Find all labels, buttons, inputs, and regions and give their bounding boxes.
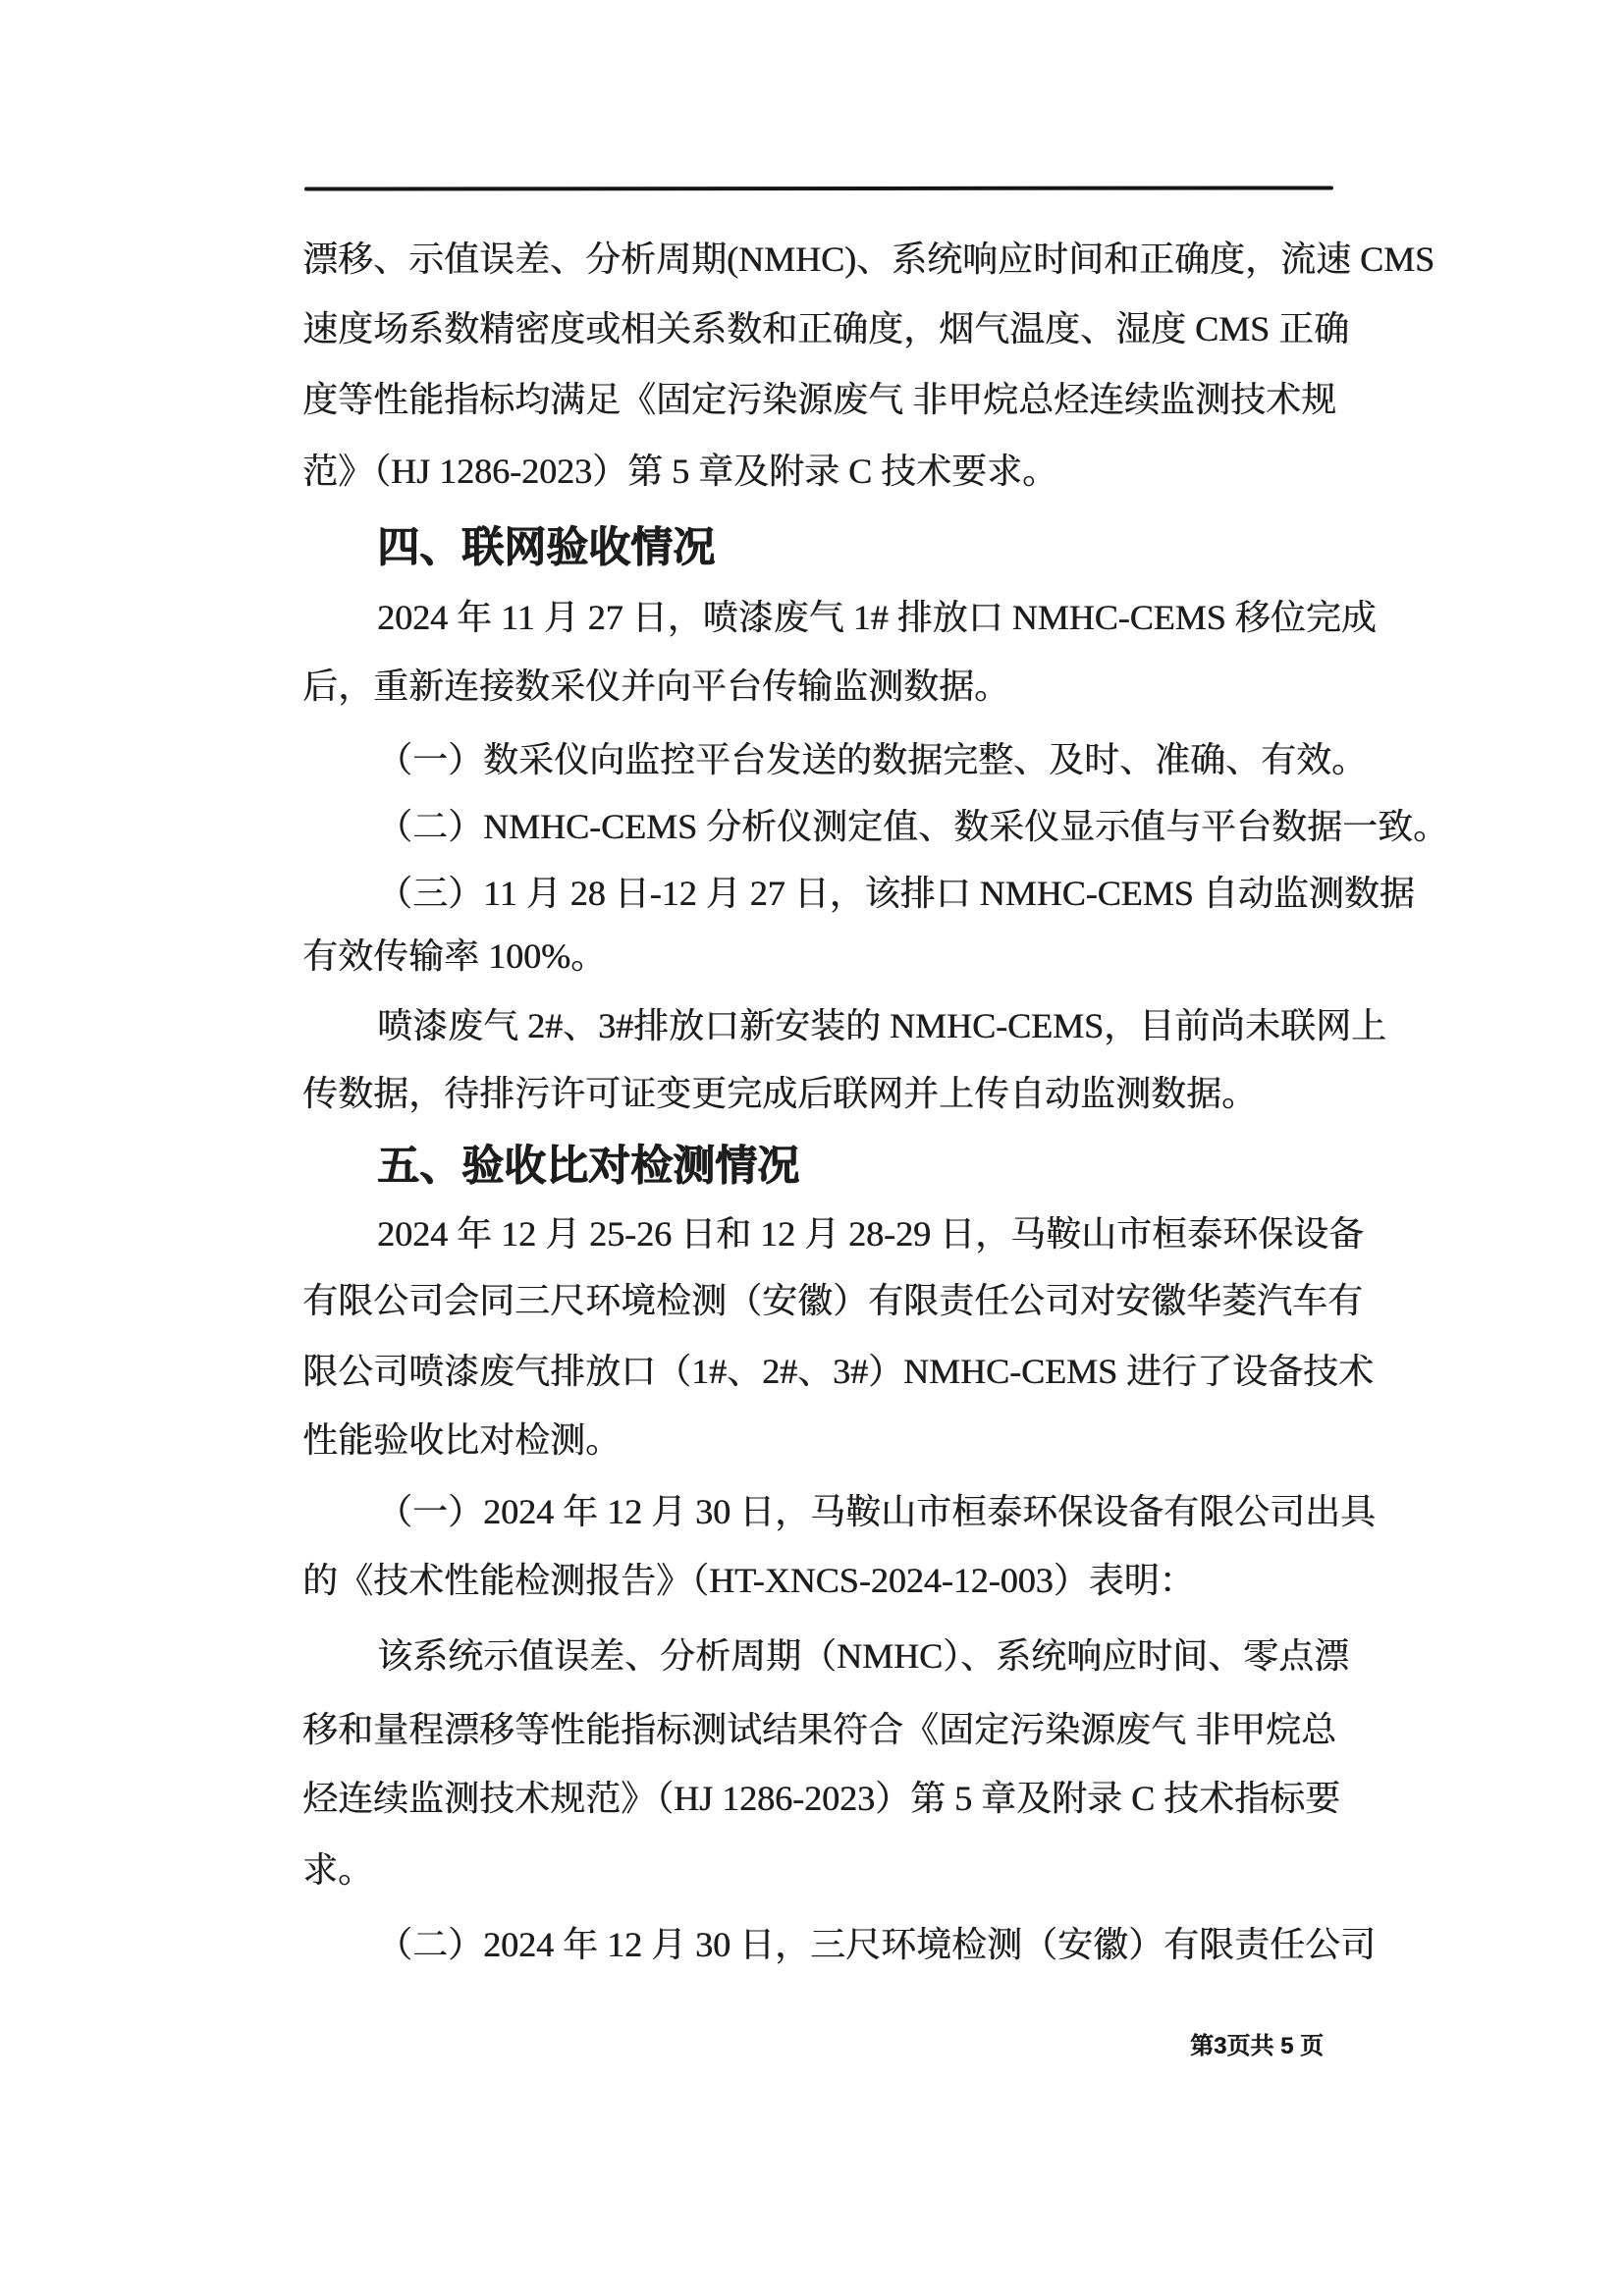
text-line: 烃连续监测技术规范》（HJ 1286-2023）第 5 章及附录 C 技术指标要 bbox=[302, 1779, 1341, 1818]
page-number: 第3页共 5 页 bbox=[1190, 2033, 1325, 2059]
text-line: 性能验收比对检测。 bbox=[302, 1420, 622, 1460]
text-line: 限公司喷漆废气排放口（1#、2#、3#）NMHC-CEMS 进行了设备技术 bbox=[302, 1352, 1375, 1391]
text-line: 有限公司会同三尺环境检测（安徽）有限责任公司对安徽华菱汽车有 bbox=[302, 1281, 1364, 1320]
text-line: 2024 年 11 月 27 日，喷漆废气 1# 排放口 NMHC-CEMS 移位完成 bbox=[377, 598, 1377, 637]
section-heading-5: 五、验收比对检测情况 bbox=[377, 1143, 799, 1190]
text-line: 传数据，待排污许可证变更完成后联网并上传自动监测数据。 bbox=[302, 1074, 1258, 1113]
text-line: （一）数采仪向监控平台发送的数据完整、及时、准确、有效。 bbox=[377, 740, 1368, 779]
text-line: 漂移、示值误差、分析周期(NMHC)、系统响应时间和正确度，流速 CMS bbox=[302, 240, 1435, 279]
section-heading-4: 四、联网验收情况 bbox=[377, 524, 715, 571]
text-line: （二）NMHC-CEMS 分析仪测定值、数采仪显示值与平台数据一致。 bbox=[377, 807, 1449, 846]
text-line: 后，重新连接数采仪并向平台传输监测数据。 bbox=[302, 667, 1010, 706]
text-line: 速度场系数精密度或相关系数和正确度，烟气温度、湿度 CMS 正确 bbox=[302, 309, 1350, 348]
text-line: 有效传输率 100%。 bbox=[302, 936, 606, 976]
text-line: （一）2024 年 12 月 30 日，马鞍山市桓泰环保设备有限公司出具 bbox=[377, 1492, 1377, 1531]
header-rule bbox=[304, 186, 1333, 190]
text-line: 求。 bbox=[302, 1850, 374, 1890]
text-line: 的《技术性能检测报告》（HT-XNCS-2024-12-003）表明： bbox=[302, 1561, 1195, 1600]
text-line: 范》（HJ 1286-2023）第 5 章及附录 C 技术要求。 bbox=[302, 452, 1058, 491]
text-line: 该系统示值误差、分析周期（NMHC）、系统响应时间、零点漂 bbox=[377, 1636, 1350, 1676]
text-line: 移和量程漂移等性能指标测试结果符合《固定污染源废气 非甲烷总 bbox=[302, 1710, 1337, 1749]
text-line: （三）11 月 28 日-12 月 27 日，该排口 NMHC-CEMS 自动监测数据 bbox=[377, 874, 1415, 913]
text-line: （二）2024 年 12 月 30 日，三尺环境检测（安徽）有限责任公司 bbox=[377, 1925, 1377, 1964]
text-line: 度等性能指标均满足《固定污染源废气 非甲烷总烃连续监测技术规 bbox=[302, 380, 1337, 419]
text-line: 喷漆废气 2#、3#排放口新安装的 NMHC-CEMS，目前尚未联网上 bbox=[377, 1006, 1387, 1045]
text-line: 2024 年 12 月 25-26 日和 12 月 28-29 日，马鞍山市桓泰环保设备 bbox=[377, 1214, 1364, 1254]
